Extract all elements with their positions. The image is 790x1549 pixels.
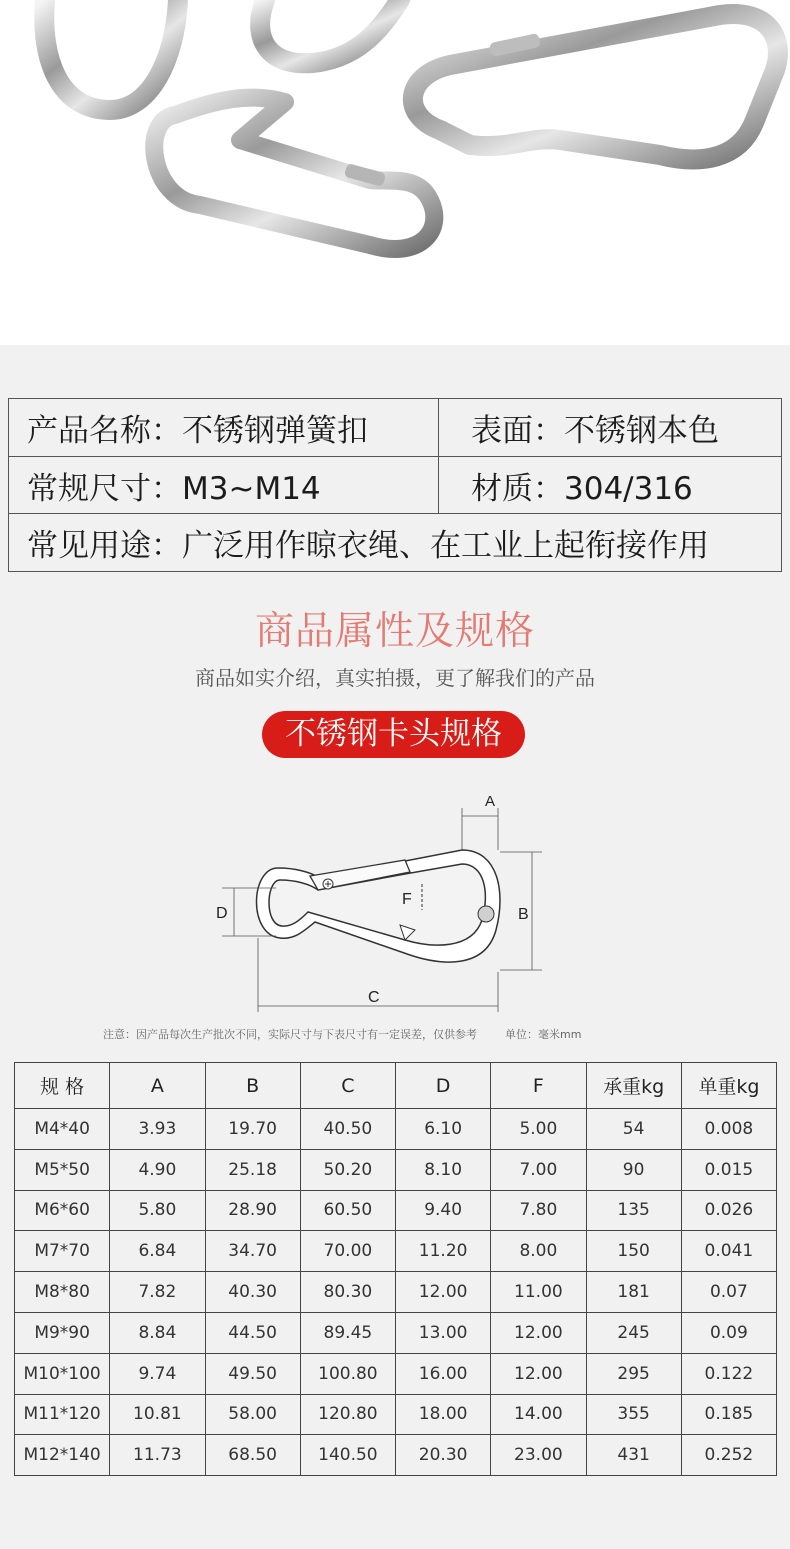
table-cell: 6.10 xyxy=(396,1109,491,1150)
table-row xyxy=(15,1231,777,1272)
table-row xyxy=(15,1353,777,1394)
table-cell: 28.90 xyxy=(205,1190,300,1231)
table-cell: 6.84 xyxy=(110,1231,205,1272)
table-cell: M12*140 xyxy=(15,1435,110,1476)
table-cell: 120.80 xyxy=(300,1394,395,1435)
spec-badge: 不锈钢卡头规格 xyxy=(262,711,525,758)
spec-table-body xyxy=(15,1109,777,1476)
table-cell: 0.026 xyxy=(681,1190,776,1231)
table-cell: 80.30 xyxy=(300,1272,395,1313)
table-cell: 100.80 xyxy=(300,1353,395,1394)
table-cell: 7.00 xyxy=(491,1149,586,1190)
table-cell: M11*120 xyxy=(15,1394,110,1435)
table-row xyxy=(15,1272,777,1313)
table-row xyxy=(15,1312,777,1353)
table-cell: 12.00 xyxy=(491,1312,586,1353)
table-cell: M5*50 xyxy=(15,1149,110,1190)
table-cell: 8.10 xyxy=(396,1149,491,1190)
table-cell: 60.50 xyxy=(300,1190,395,1231)
table-cell: 0.185 xyxy=(681,1394,776,1435)
note-unit: 单位：毫米mm xyxy=(505,1028,582,1041)
table-cell: 0.07 xyxy=(681,1272,776,1313)
table-cell: 49.50 xyxy=(205,1353,300,1394)
col-header: D xyxy=(396,1063,491,1109)
table-cell: 19.70 xyxy=(205,1109,300,1150)
table-cell: M7*70 xyxy=(15,1231,110,1272)
table-cell: 54 xyxy=(586,1109,681,1150)
table-cell: 11.20 xyxy=(396,1231,491,1272)
col-header: 规 格 xyxy=(15,1063,110,1109)
table-cell: 431 xyxy=(586,1435,681,1476)
table-cell: 245 xyxy=(586,1312,681,1353)
product-size: 常规尺寸：M3~M14 xyxy=(9,457,439,513)
label-a: A xyxy=(485,793,496,810)
table-cell: 0.041 xyxy=(681,1231,776,1272)
table-cell: 44.50 xyxy=(205,1312,300,1353)
info-row-usage xyxy=(9,514,781,571)
table-cell: 135 xyxy=(586,1190,681,1231)
table-cell: 7.80 xyxy=(491,1190,586,1231)
col-header: A xyxy=(110,1063,205,1109)
product-material: 材质：304/316 xyxy=(471,470,693,507)
table-cell: 355 xyxy=(586,1394,681,1435)
size-note xyxy=(103,1026,581,1042)
table-cell: 9.74 xyxy=(110,1353,205,1394)
table-cell: 14.00 xyxy=(491,1394,586,1435)
table-row xyxy=(15,1394,777,1435)
table-row xyxy=(15,1149,777,1190)
table-cell: M8*80 xyxy=(15,1272,110,1313)
product-info-table xyxy=(8,398,782,572)
table-cell: 23.00 xyxy=(491,1435,586,1476)
table-cell: M10*100 xyxy=(15,1353,110,1394)
table-cell: 0.008 xyxy=(681,1109,776,1150)
table-cell: 0.252 xyxy=(681,1435,776,1476)
table-cell: 40.50 xyxy=(300,1109,395,1150)
table-cell: 150 xyxy=(586,1231,681,1272)
table-cell: 70.00 xyxy=(300,1231,395,1272)
table-cell: 8.00 xyxy=(491,1231,586,1272)
table-cell: 0.015 xyxy=(681,1149,776,1190)
table-cell: 10.81 xyxy=(110,1394,205,1435)
table-cell: 11.00 xyxy=(491,1272,586,1313)
table-cell: 9.40 xyxy=(396,1190,491,1231)
table-cell: 295 xyxy=(586,1353,681,1394)
section-title: 商品属性及规格 xyxy=(254,609,535,654)
info-row-name xyxy=(9,399,781,457)
label-b: B xyxy=(518,906,529,923)
section-subtitle: 商品如实介绍，真实拍摄，更了解我们的产品 xyxy=(195,666,595,690)
col-header: B xyxy=(205,1063,300,1109)
table-cell: M6*60 xyxy=(15,1190,110,1231)
table-cell: 13.00 xyxy=(396,1312,491,1353)
table-cell: 34.70 xyxy=(205,1231,300,1272)
product-name: 产品名称：不锈钢弹簧扣 xyxy=(9,399,439,456)
table-cell: 90 xyxy=(586,1149,681,1190)
table-cell: 58.00 xyxy=(205,1394,300,1435)
label-d: D xyxy=(216,905,228,922)
table-row xyxy=(15,1435,777,1476)
table-cell: 5.00 xyxy=(491,1109,586,1150)
table-cell: 89.45 xyxy=(300,1312,395,1353)
table-cell: 16.00 xyxy=(396,1353,491,1394)
table-cell: 20.30 xyxy=(396,1435,491,1476)
label-f: F xyxy=(402,891,412,908)
table-cell: 12.00 xyxy=(396,1272,491,1313)
table-row xyxy=(15,1190,777,1231)
product-photo xyxy=(0,0,790,345)
table-row xyxy=(15,1109,777,1150)
col-header: 单重kg xyxy=(681,1063,776,1109)
table-cell: 7.82 xyxy=(110,1272,205,1313)
table-cell: 0.122 xyxy=(681,1353,776,1394)
table-cell: 25.18 xyxy=(205,1149,300,1190)
label-c: C xyxy=(368,989,380,1006)
table-cell: M4*40 xyxy=(15,1109,110,1150)
note-text: 注意：因产品每次生产批次不同，实际尺寸与下表尺寸有一定误差，仅供参考 xyxy=(103,1028,477,1041)
dimension-diagram xyxy=(200,780,560,1020)
table-cell: 50.20 xyxy=(300,1149,395,1190)
product-usage: 常见用途：广泛用作晾衣绳、在工业上起衔接作用 xyxy=(27,528,709,564)
table-cell: 5.80 xyxy=(110,1190,205,1231)
spec-table xyxy=(14,1062,777,1476)
col-header: C xyxy=(300,1063,395,1109)
table-cell: 40.30 xyxy=(205,1272,300,1313)
table-cell: M9*90 xyxy=(15,1312,110,1353)
col-header: 承重kg xyxy=(586,1063,681,1109)
table-cell: 68.50 xyxy=(205,1435,300,1476)
table-cell: 140.50 xyxy=(300,1435,395,1476)
table-cell: 8.84 xyxy=(110,1312,205,1353)
table-cell: 181 xyxy=(586,1272,681,1313)
info-row-size xyxy=(9,457,781,514)
table-cell: 12.00 xyxy=(491,1353,586,1394)
spec-table-header xyxy=(15,1063,777,1109)
table-cell: 0.09 xyxy=(681,1312,776,1353)
table-cell: 11.73 xyxy=(110,1435,205,1476)
table-cell: 18.00 xyxy=(396,1394,491,1435)
product-surface: 表面：不锈钢本色 xyxy=(471,413,719,449)
col-header: F xyxy=(491,1063,586,1109)
table-cell: 3.93 xyxy=(110,1109,205,1150)
table-cell: 4.90 xyxy=(110,1149,205,1190)
